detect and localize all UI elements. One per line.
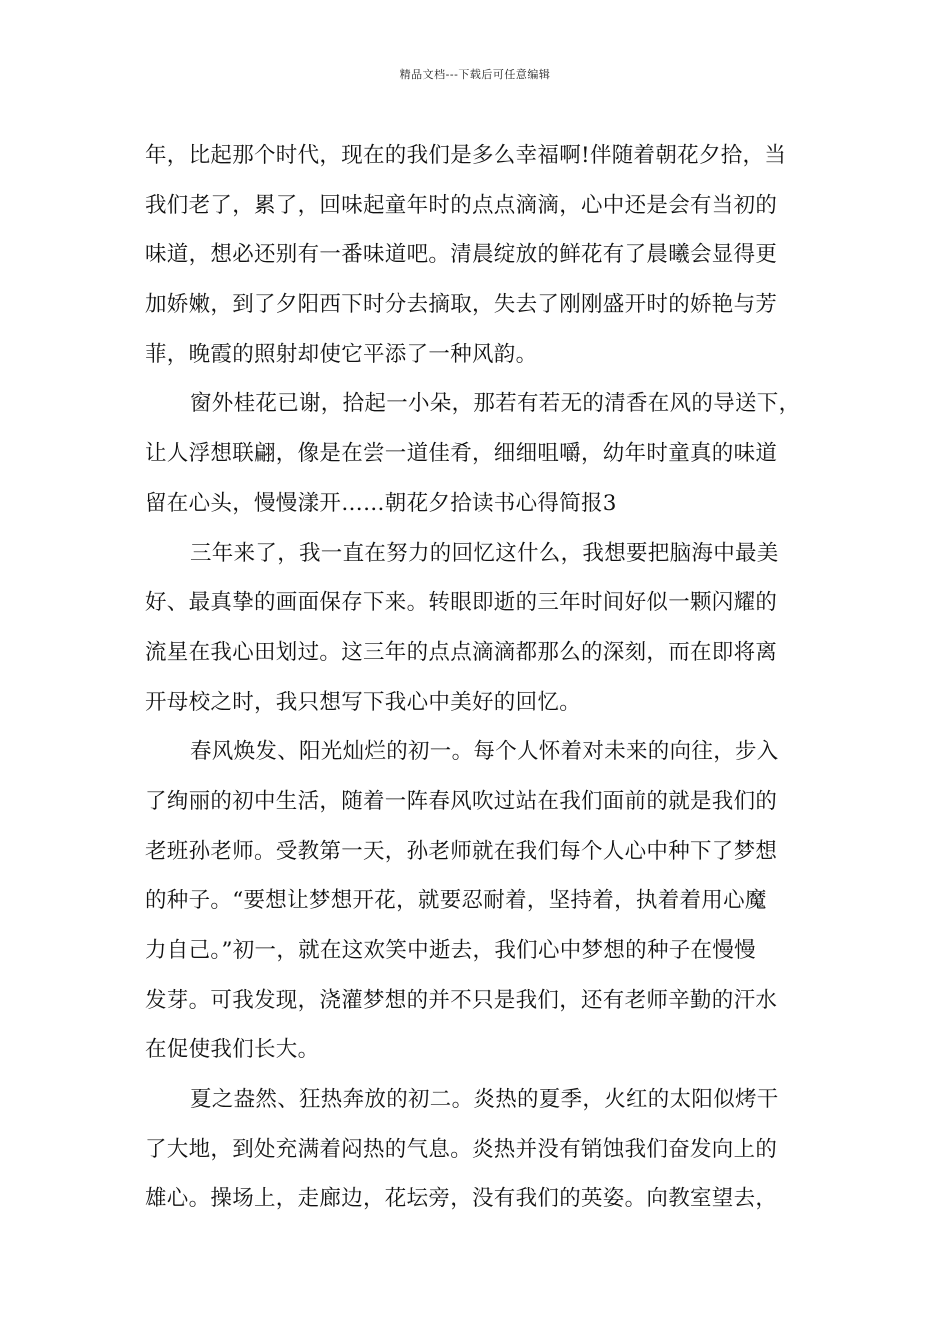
page-header: 精品文档---下载后可任意编辑 [399,68,551,81]
paragraph-line: 的种子。“要想让梦想开花，就要忍耐着，坚持着，执着着用心魔 [145,888,767,914]
paragraph [145,529,835,728]
paragraph-line: 在促使我们长大。 [145,1037,320,1063]
paragraph-line: 留在心头，慢慢漾开……朝花夕拾读书心得简报3 [145,490,617,516]
paragraph-line: 发芽。可我发现，浇灌梦想的并不只是我们，还有老师辛勤的汗水 [145,987,778,1013]
paragraph-line: 年，比起那个时代，现在的我们是多么幸福啊!伴随着朝花夕拾，当 [145,143,787,168]
paragraph-line: 好、最真挚的画面保存下来。转眼即逝的三年时间好似一颗闪耀的 [145,590,778,616]
paragraph-line: 了大地，到处充满着闷热的气息。炎热并没有销蚀我们奋发向上的 [145,1136,778,1162]
paragraph-line: 开母校之时，我只想写下我心中美好的回忆。 [145,689,582,715]
paragraph-line: 力自己。”初一，就在这欢笑中逝去，我们心中梦想的种子在慢慢 [145,938,756,963]
paragraph-line: 了绚丽的初中生活，随着一阵春风吹过站在我们面前的就是我们的 [145,788,778,814]
paragraph-line: 窗外桂花已谢，拾起一小朵，那若有若无的清香在风的导送下， [190,391,801,417]
paragraph-line: 菲，晚霞的照射却使它平添了一种风韵。 [145,341,538,367]
paragraph-line: 雄心。操场上，走廊边，花坛旁，没有我们的英姿。向教室望去， [145,1186,778,1212]
paragraph-line: 让人浮想联翩，像是在尝一道佳肴，细细咀嚼，幼年时童真的味道 [145,441,778,467]
paragraph-line: 我们老了，累了，回味起童年时的点点滴滴，心中还是会有当初的 [145,192,778,218]
paragraph-line: 夏之盎然、狂热奔放的初二。炎热的夏季，火红的太阳似烤干 [190,1087,779,1113]
paragraph-line: 加娇嫩，到了夕阳西下时分去摘取，失去了刚刚盛开时的娇艳与芳 [145,292,778,318]
paragraph [145,379,835,528]
paragraph-line: 老班孙老师。受教第一天，孙老师就在我们每个人心中种下了梦想 [145,838,778,864]
paragraph-line: 味道，想必还别有一番味道吧。清晨绽放的鲜花有了晨曦会显得更 [145,242,778,268]
paragraph-line: 三年来了，我一直在努力的回忆这什么，我想要把脑海中最美 [190,540,779,566]
paragraph-line: 流星在我心田划过。这三年的点点滴滴都那么的深刻，而在即将离 [145,639,778,665]
paragraph [145,727,835,1075]
document-body [145,131,835,1224]
paragraph-line: 春风焕发、阳光灿烂的初一。每个人怀着对未来的向往，步入 [190,739,779,765]
paragraph [145,131,835,379]
paragraph [145,1075,835,1224]
